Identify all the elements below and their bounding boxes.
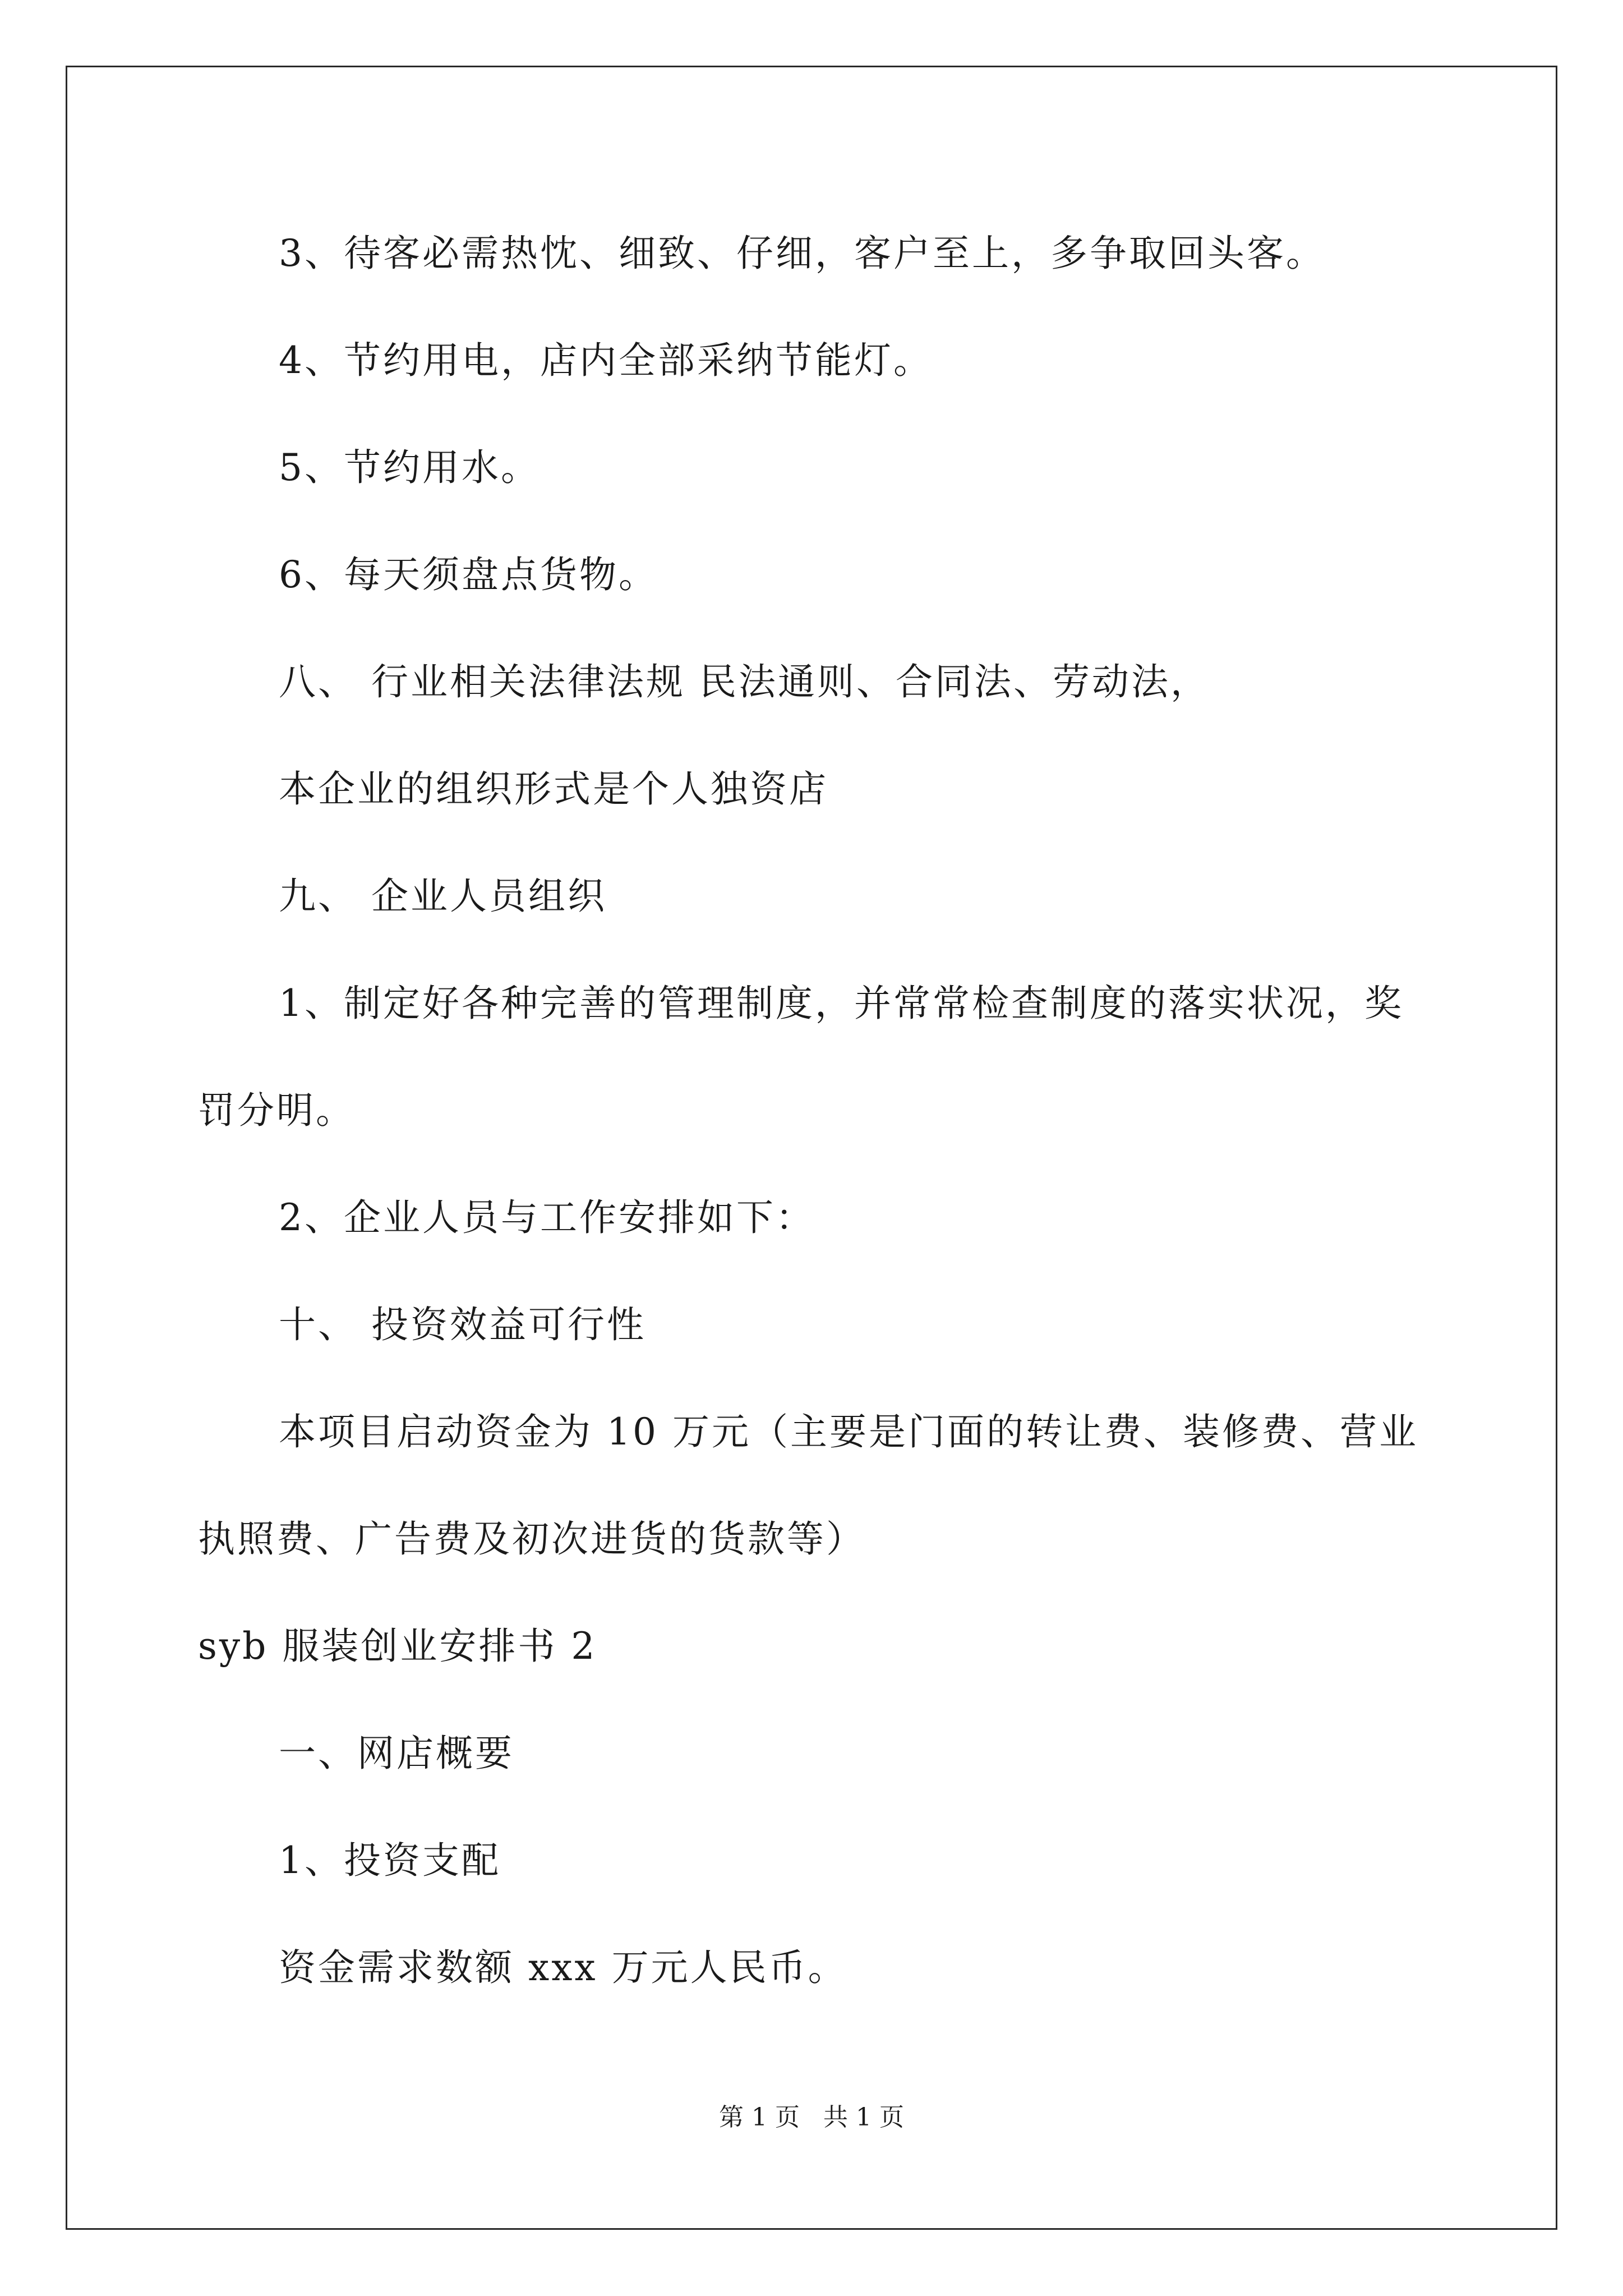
text-line: 6、每天须盘点货物。	[279, 553, 658, 596]
text-line: 执照费、广告费及初次进货的货款等）	[198, 1517, 865, 1561]
page-border	[66, 66, 1557, 2230]
text-line: 罚分明。	[198, 1089, 355, 1132]
text-line: 5、节约用水。	[279, 446, 540, 489]
section-heading: 一、网店概要	[279, 1732, 514, 1775]
section-heading: 十、 投资效益可行性	[279, 1303, 646, 1346]
text-line: 2、企业人员与工作安排如下：	[279, 1196, 815, 1239]
document-title: syb 服装创业安排书 2	[198, 1625, 597, 1668]
text-line: 本项目启动资金为 10 万元（主要是门面的转让费、装修费、营业	[279, 1410, 1418, 1453]
text-line: 本企业的组织形式是个人独资店	[279, 767, 828, 811]
text-line: 1、投资支配	[279, 1839, 501, 1882]
text-line: 1、制定好各种完善的管理制度，并常常检查制度的落实状况，奖	[279, 982, 1404, 1025]
text-line: 4、节约用电，店内全部采纳节能灯。	[279, 339, 933, 382]
section-heading: 九、 企业人员组织	[279, 875, 607, 918]
page-footer: 第 1 页 共 1 页	[719, 2103, 904, 2132]
text-line: 资金需求数额 xxx 万元人民币。	[279, 1946, 847, 1989]
text-line: 3、待客必需热忱、细致、仔细，客户至上，多争取回头客。	[279, 232, 1325, 275]
section-heading: 八、 行业相关法律法规 民法通则、合同法、劳动法，	[279, 660, 1210, 703]
